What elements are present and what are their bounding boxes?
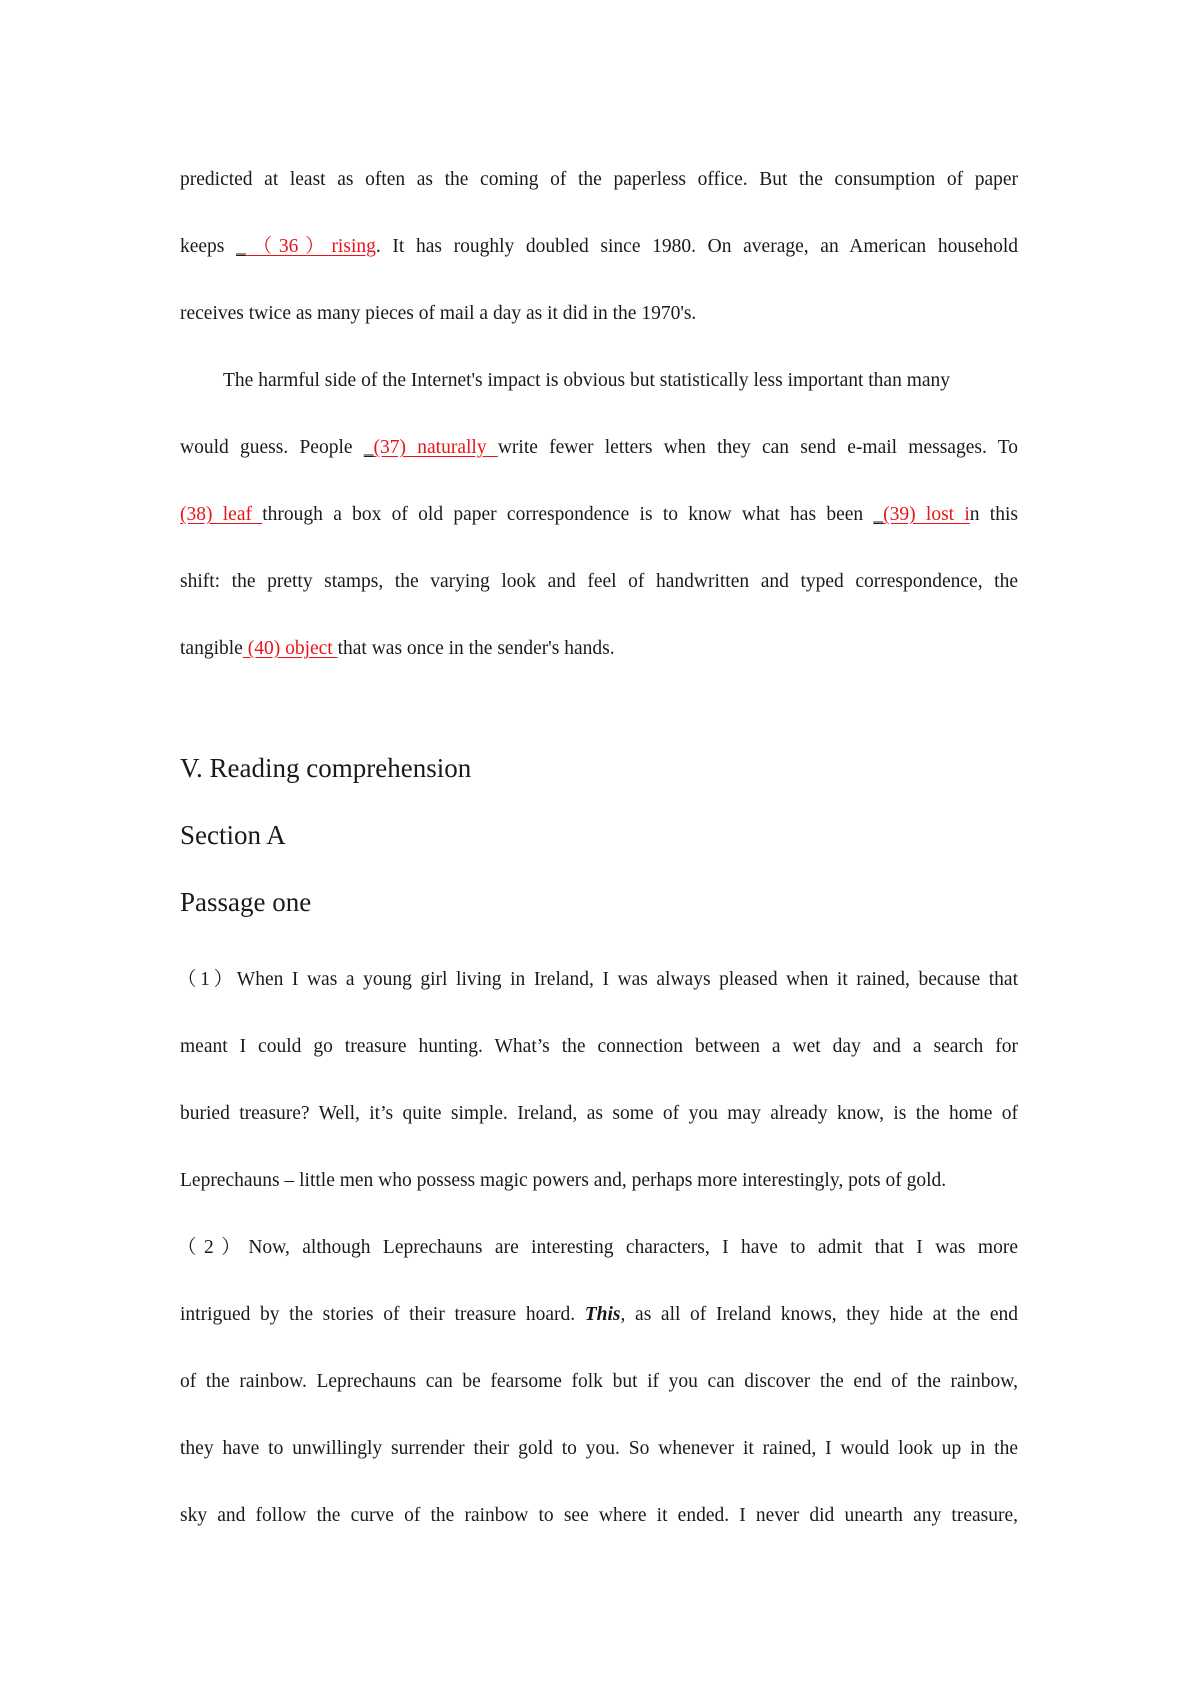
text-fragment: tangible	[180, 638, 243, 659]
text-line: buried treasure? Well, it’s quite simple. Ireland, as some of you may already know, is the home of	[180, 1103, 1018, 1124]
text-line: meant I could go treasure hunting. What’s the connection between a wet day and a search for	[180, 1036, 1018, 1057]
text-fragment: . It has roughly doubled since 1980. On average, an American household	[375, 236, 1018, 257]
text-line	[180, 235, 1018, 259]
text-fragment: keeps	[180, 236, 237, 257]
section-title: V. Reading comprehension	[180, 753, 472, 783]
text-line: receives twice as many pieces of mail a day as it did in the 1970's.	[180, 303, 697, 324]
text-line: predicted at least as often as the coming of the paperless office. But the consumption of paper	[180, 169, 1018, 190]
blank-line: _	[873, 504, 884, 525]
text-fragment: that was once in the sender's hands.	[337, 638, 615, 659]
blank-line: _	[236, 236, 246, 257]
answer-37: (37) naturally	[373, 437, 498, 458]
text-line: shift: the pretty stamps, the varying look and feel of handwritten and typed correspondence, the	[180, 571, 1018, 592]
section-subtitle: Section A	[180, 820, 286, 850]
text-fragment: would guess. People	[180, 437, 364, 458]
blank-line: _	[363, 437, 374, 458]
text-line: （2）Now, although Leprechauns are interesting characters, I have to admit that I was more	[177, 1237, 1018, 1258]
answer-40: (40) object	[242, 638, 338, 659]
text-fragment: intrigued by the stories of their treasure hoard.	[180, 1304, 585, 1325]
passage-title: Passage one	[180, 887, 312, 917]
text-fragment: , as all of Ireland knows, they hide at the end	[620, 1304, 1018, 1325]
text-line: sky and follow the curve of the rainbow to see where it ended. I never did unearth any treasure,	[180, 1505, 1018, 1526]
text-line	[180, 436, 1018, 460]
answer-38: (38) leaf	[180, 504, 263, 525]
text-fragment: write fewer letters when they can send e-mail messages. To	[497, 437, 1019, 458]
text-line	[180, 503, 1018, 527]
text-line	[180, 637, 1018, 661]
emphasized-word: This	[584, 1304, 621, 1325]
text-fragment: n this	[969, 504, 1018, 525]
text-fragment: through a box of old paper correspondence is to know what has been	[262, 504, 874, 525]
text-line: of the rainbow. Leprechauns can be fearsome folk but if you can discover the end of the rainbow,	[180, 1371, 1018, 1392]
text-line: （1）When I was a young girl living in Ireland, I was always pleased when it rained, because that	[177, 969, 1018, 990]
answer-39: (39) lost i	[883, 504, 970, 525]
text-line: The harmful side of the Internet's impact is obvious but statistically less important than many	[223, 370, 951, 391]
text-line	[180, 1303, 1018, 1327]
text-line: they have to unwillingly surrender their gold to you. So whenever it rained, I would look up in the	[180, 1438, 1018, 1459]
text-line: Leprechauns – little men who possess magic powers and, perhaps more interestingly, pots of gold.	[180, 1170, 947, 1191]
answer-36: （36）rising	[245, 236, 376, 257]
